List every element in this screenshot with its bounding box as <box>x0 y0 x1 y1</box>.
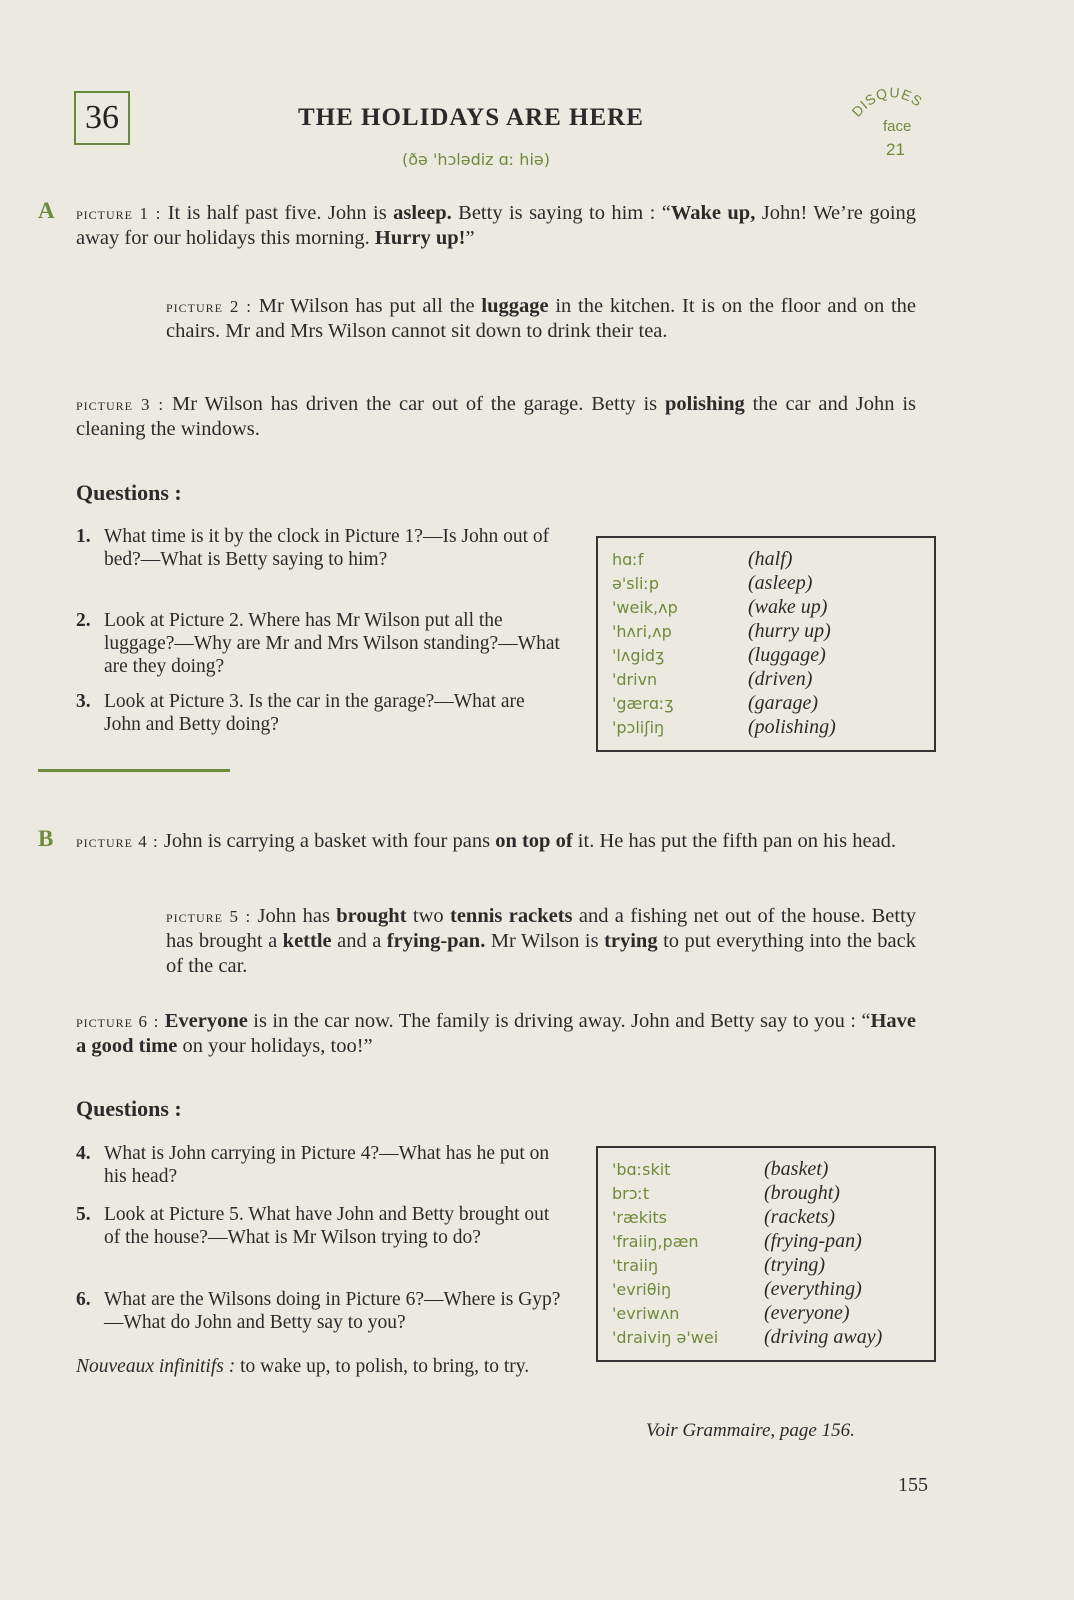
vocab-row: 'evriwʌn (everyone) <box>612 1302 850 1324</box>
disques-face-label: face <box>883 118 912 135</box>
vocab-row: 'lʌgidʒ (luggage) <box>612 644 826 666</box>
disques-face-number: 21 <box>886 140 905 159</box>
disques-badge <box>848 84 938 164</box>
lesson-title: THE HOLIDAYS ARE HERE <box>298 104 644 131</box>
vocab-row: brɔːt (brought) <box>612 1182 840 1204</box>
section-b-letter: B <box>38 826 54 851</box>
vocab-row: 'weik,ʌp (wake up) <box>612 596 828 618</box>
question-item: 6. What are the Wilsons doing in Picture 6?—Where is Gyp?—What do John and Betty say to you? <box>76 1289 561 1333</box>
questions-heading: Questions : <box>76 1096 182 1121</box>
infinitives-label: Nouveaux infinitifs : <box>76 1356 236 1377</box>
vocab-row: 'fraiiŋ,pæn (frying-pan) <box>612 1230 862 1252</box>
vocabulary-box <box>596 1146 936 1362</box>
section-a-letter: A <box>38 198 55 223</box>
questions-heading: Questions : <box>76 480 182 505</box>
vocab-row: 'gærɑːʒ (garage) <box>612 692 818 714</box>
svg-text:DISQUES: DISQUES <box>848 84 926 120</box>
picture-label: picture 5 : <box>166 907 252 926</box>
question-item: 1. What time is it by the clock in Picture 1?—Is John out of bed?—What is Betty saying to him? <box>76 526 550 570</box>
picture2-paragraph: picture 2 : Mr Wilson has put all the luggage in the kitchen. It is on the floor and on the chairs. Mr and Mrs Wilson cannot sit down to drink their tea. <box>166 295 917 342</box>
grammar-reference: Voir Grammaire, page 156. <box>646 1420 855 1441</box>
vocab-row: 'traiiŋ (trying) <box>612 1254 826 1276</box>
picture3-paragraph: picture 3 : Mr Wilson has driven the car out of the garage. Betty is polishing the car and John is cleaning the windows. <box>76 393 917 440</box>
vocab-row: 'drivn (driven) <box>612 668 813 690</box>
vocab-row: 'rækits (rackets) <box>612 1206 836 1228</box>
picture1-paragraph: picture 1 : It is half past five. John is asleep. Betty is saying to him : “Wake up, John! We’re going away for our holidays this morning. Hurry up!” <box>76 202 917 249</box>
vocab-row: 'evriθiŋ (everything) <box>612 1278 862 1300</box>
page-number: 155 <box>898 1474 928 1496</box>
vocab-row: hɑːf (half) <box>612 548 793 570</box>
question-item: 3. Look at Picture 3. Is the car in the garage?—What are John and Betty doing? <box>76 691 525 735</box>
picture4-paragraph: picture 4 : John is carrying a basket with four pans on top of it. He has put the fifth pan on his head. <box>76 830 897 852</box>
picture-label: picture 2 : <box>166 297 252 316</box>
vocabulary-box <box>596 536 936 752</box>
picture6-paragraph: picture 6 : Everyone is in the car now. The family is driving away. John and Betty say to you : “Have a good time on your holidays, too!” <box>76 1010 917 1057</box>
lesson-number: 36 <box>74 91 130 145</box>
new-infinitives-line <box>76 1356 529 1378</box>
vocab-row: 'draiviŋ ə'wei (driving away) <box>612 1326 883 1348</box>
section-divider <box>38 769 230 772</box>
vocab-row: ə'sliːp (asleep) <box>612 572 813 594</box>
question-item: 4. What is John carrying in Picture 4?—What has he put on his head? <box>76 1143 550 1187</box>
picture5-paragraph: picture 5 : John has brought two tennis rackets and a fishing net out of the house. Betty has brought a kettle and a frying-pan. Mr Wilson is trying to put everything into the back of the car. <box>166 905 917 977</box>
phonetic-title: (ðə 'hɔlədiz ɑː hiə) <box>402 150 550 169</box>
infinitives-list: to wake up, to polish, to bring, to try. <box>240 1356 530 1377</box>
question-item: 5. Look at Picture 5. What have John and Betty brought out of the house?—What is Mr Wilson trying to do? <box>76 1204 550 1248</box>
question-item: 2. Look at Picture 2. Where has Mr Wilson put all the luggage?—Why are Mr and Mrs Wilson standing?—What are they doing? <box>76 610 560 677</box>
picture-label: picture 3 : <box>76 395 165 414</box>
picture-label: picture 4 : <box>76 832 159 851</box>
picture-label: picture 1 : <box>76 204 162 223</box>
picture-label: picture 6 : <box>76 1012 160 1031</box>
vocab-row: 'bɑːskit (basket) <box>612 1158 829 1180</box>
vocab-row: 'pɔliʃiŋ (polishing) <box>612 716 836 738</box>
vocab-row: 'hʌri,ʌp (hurry up) <box>612 620 831 642</box>
